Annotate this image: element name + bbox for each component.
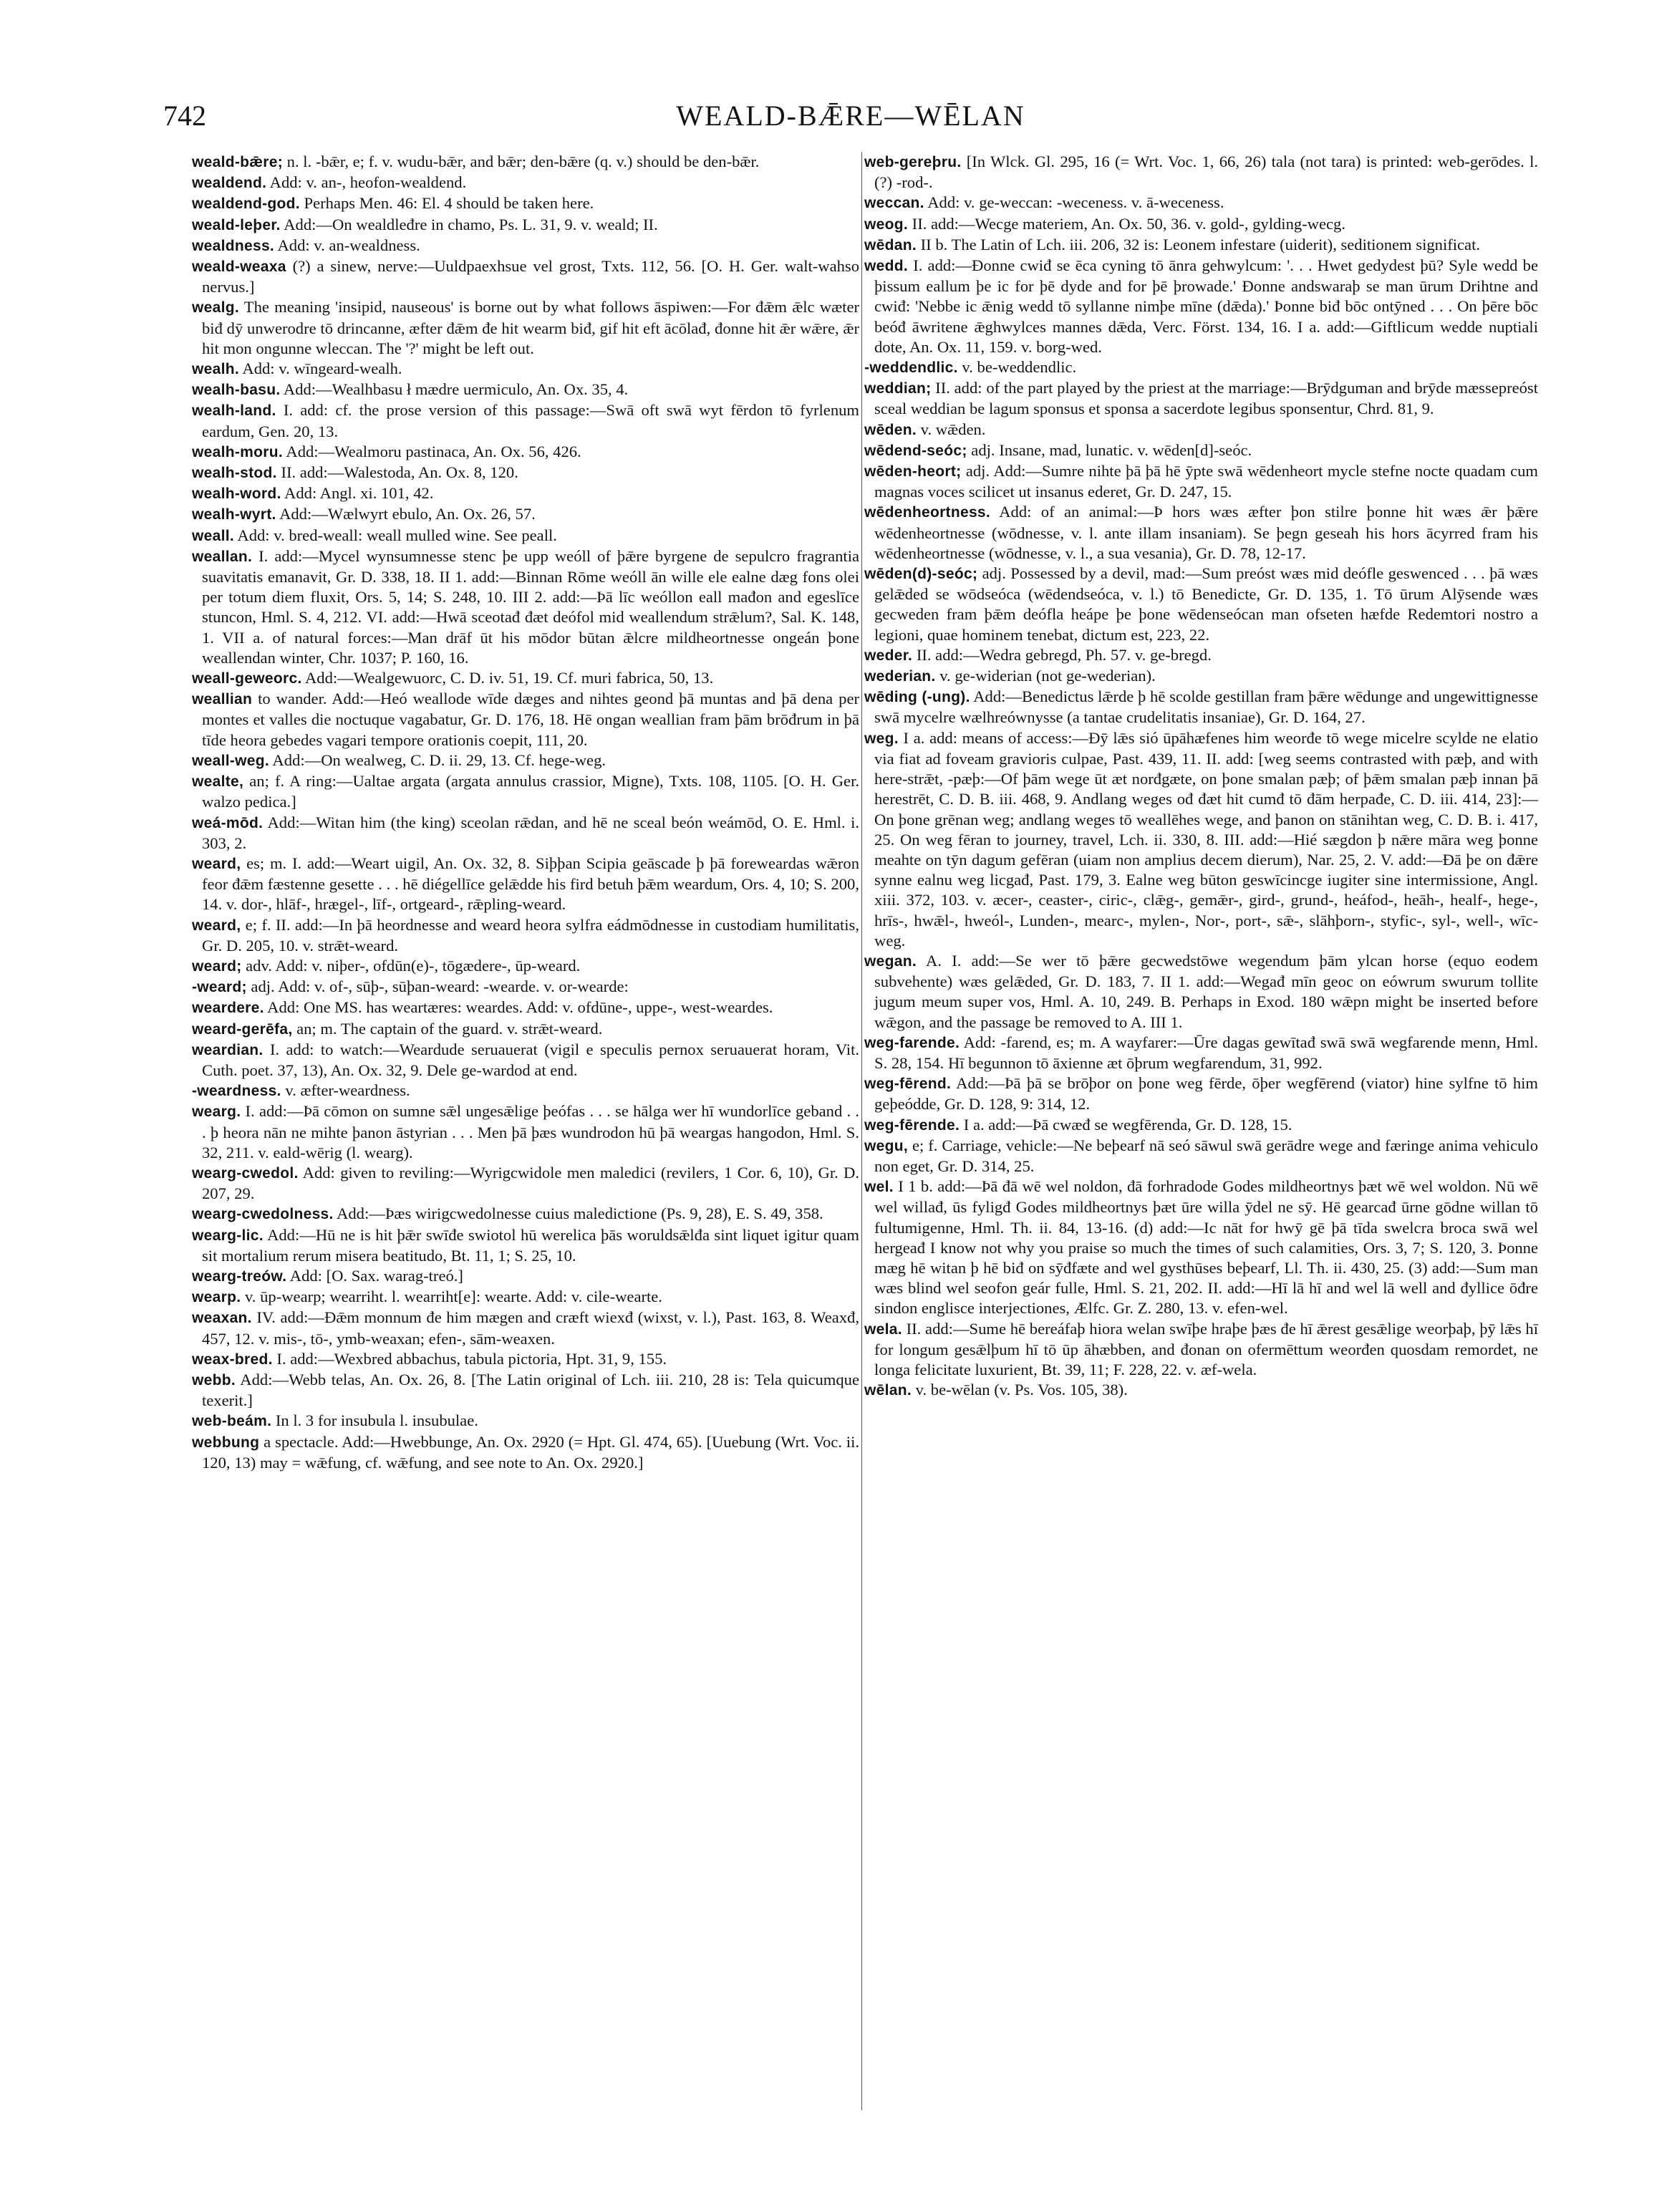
entry-headword: weg-fērend. [864,1076,952,1093]
entry-text: adv. Add: v. niþer-, ofdūn(e)-, tōgædere-, ūp-weard. [241,956,581,975]
dictionary-entry [192,1432,859,1473]
dictionary-entry [192,1287,859,1308]
dictionary-entry [864,1319,1538,1381]
running-title: WEALD-BǢRE—WĒLAN [676,100,1025,132]
entry-text: The meaning 'insipid, nauseous' is borne out by what follows āspiwen:—For đǣm ǣlc wæter biđ dȳ unwerodre tō drincanne, æfter đǣm đe hit wearm biđ, gif hit eft ācōlađ, đonne hit ǣr wǣre, ǣr hit mon ongunne wleccan. The '?' might be left out. [202,298,859,357]
entry-text: Add: v. ge-weccan: -weceness. v. ā-weceness. [924,193,1224,212]
entry-headword: weg. [864,730,899,747]
dictionary-entry [192,297,859,359]
entry-text: I a. add: means of access:—Đȳ lǣs sió ūpāhæfenes him weorđe tō wege micelre scylde ne elatio via fiat ad foveam gravioris culpae, Past. 439, 11. II. add: [weg seems contrasted with pæþ, and with here-strǣt, -pæþ:—Of þām wege ūt æt norđgæte, on þone smalan pæþ; of þǣm smalan pæþ innan þā herestrēt, C. D. B. iii. 468, 9. Andlang weges ođ đæt hit cumđ tō đām herpađe, C. D. iii. 414, 23]:—On þone grēnan weg; andlang weges tō weallēhes wege, and þanon on stānihtan weg, C. D. B. i. 417, 25. On weg fēran to journey, travel, Lch. ii. 330, 8. III. add:—Hié sægdon þ nǣre māra weg þonne meahte on tȳn dagum gefēran (uiam non amplius decem dierum), Nar. 25, 2. V. add:—Đā þe on đǣre synne ealnu weg licgađ, Past. 179, 3. Ealne weg būton geswīcincge iugiter sine intermissione, Angl. xiii. 372, 103. v. æcer-, ceaster-, ciric-, clǣg-, gemǣr-, gird-, grund-, heáfod-, heāh-, healf-, hege-, hrīs-, hwǣl-, hweól-, Lunden-, mearc-, mylen-, Nor-, port-, sǣ-, slāhþorn-, styfic-, syl-, well-, wīc-weg. [874,728,1538,950]
entry-headword: wegu, [864,1137,909,1154]
entry-headword: -weddendlic. [864,359,958,377]
entry-text: Add: of an animal:—Þ hors wæs æfter þon stilre þonne hit wæs ǣr þǣre wēdenheortnesse (wōdnesse, v. l. ante illam insaniam). Se þegn geseah his hors ācyrred fram his wēdenheortnesse (wōdnesse, v. l., a sua vesania), Gr. D. 78, 12-17. [874,503,1538,562]
dictionary-entry [192,173,859,193]
entry-headword: wēden(d)-seóc; [864,566,978,583]
entry-text: II. add:—Walestoda, An. Ox. 8, 120. [276,463,518,482]
entry-text: v. be-weddendlic. [957,358,1077,377]
dictionary-entry [192,750,859,771]
dictionary-entry [864,1380,1538,1401]
dictionary-entry [192,215,859,236]
entry-headword: weddian; [864,380,932,397]
dictionary-entry [192,813,859,854]
entry-text: es; m. I. add:—Weart uigil, An. Ox. 32, 8. Siþþan Scipia geāscade þ þā foreweardas wǣron feor đǣm fæstenne gesette . . . hē diégellīce gelǣdde his fird betuh þǣm weardum, Ors. 4, 10; S. 200, 14. v. dor-, hlāf-, hrægel-, līf-, ortgeard-, rǣpling-weard. [202,854,859,914]
entry-headword: web-gereþru. [864,154,962,170]
entry-text: I a. add:—Þā cwæđ se wegfērenda, Gr. D. 128, 15. [960,1115,1292,1134]
entry-text: IV. add:—Đǣm monnum đe him mægen and cræft wiexđ (wixst, v. l.), Past. 163, 8. Weaxđ, 457, 12. v. mis-, tō-, ymb-weaxan; efen-, sām-weaxen. [202,1308,859,1348]
entry-headword: weall. [192,527,234,544]
entry-text: Add:—On wealdleđre in chamo, Ps. L. 31, 9. v. weald; II. [280,215,658,233]
entry-headword: weallan. [192,548,253,565]
entry-headword: wearg-lic. [192,1227,264,1244]
entry-text: [In Wlck. Gl. 295, 16 (= Wrt. Voc. 1, 66, 26) tala (not tara) is printed: web-gerōdes. l. (?) -rod-. [874,153,1538,192]
entry-text: an; m. The captain of the guard. v. strǣt-weard. [292,1019,603,1038]
dictionary-entry [192,689,859,750]
entry-text: Add:—Þæs wirigcwedolnesse cuius maledictione (Ps. 9, 28), E. S. 49, 358. [333,1204,823,1223]
entry-headword: -weard; [192,979,247,996]
entry-text: II. add:—Wecge materiem, An. Ox. 50, 36. v. gold-, gylding-wecg. [908,214,1346,233]
dictionary-entry [864,1136,1538,1177]
dictionary-entry [192,504,859,525]
entry-text: Add:—On wealweg, C. D. ii. 29, 13. Cf. hege-weg. [269,750,607,769]
entry-headword: wederian. [864,668,936,685]
dictionary-entry [864,214,1538,235]
entry-text: adj. Add:—Sumre nihte þā þā hē ȳpte swā wēdenheort mycle stefne nocte quadam cum magnas voces scilicet ut insanus ederet, Gr. D. 247, 15. [874,462,1538,501]
entry-headword: weard; [192,957,242,975]
dictionary-entry [192,1266,859,1287]
entry-headword: wealte, [192,773,244,791]
entry-headword: wēdend-seóc; [864,442,967,459]
dictionary-entry [192,546,859,668]
entry-text: Add: v. bred-weall: weall mulled wine. See peall. [234,526,557,544]
entry-text: II. add: of the part played by the priest at the marriage:—Brȳdguman and brȳde mæssepreóst sceal weddian be lagum sponsus et sponsa a sacerdote legibus sponsentur, Chrd. 81, 9. [874,379,1538,418]
entry-text: Add:—Wælwyrt ebulo, An. Ox. 26, 57. [276,505,536,523]
dictionary-entry [192,771,859,812]
dictionary-entry [192,483,859,504]
entry-headword: wealh. [192,361,239,378]
entry-headword: wel. [864,1179,894,1196]
entry-text: Add:—Þā þā se brōþor on þone weg fērde, ōþer wegfērend (viator) hine sylfne tō him geþeódde, Gr. D. 128, 9: 314, 12. [874,1074,1538,1114]
entry-headword: weald-weaxa [192,259,286,276]
entry-text: II. add:—Wedra gebregd, Ph. 57. v. ge-bregd. [912,645,1212,664]
entry-headword: weg-farende. [864,1034,960,1051]
entry-text: I. add:—Wexbred abbachus, tabula pictoria, Hpt. 31, 9, 155. [272,1349,667,1368]
dictionary-entry [864,951,1538,1033]
dictionary-entry [864,1177,1538,1318]
entry-text: I. add:—Mycel wynsumnesse stenc þe upp weóll of þǣre byrgene de sepulcro fragrantia suavitatis emanavit, Gr. D. 338, 18. II 1. add:—Binnan Rōme weóll ān wille ele ealne dæg fons olei per totum diem fluxit, Ors. 5, 14; S. 248, 10. III 2. add:—Þā līc weóllon eall mađon and egeslīce stuncon, Hml. S. 4, 212. VI. add:—Hwā sceotađ đæt deófol mid weallendum strǣlum?, Sal. K. 148, 1. VII a. of natural forces:—Man drāf ūt his mōdor būtan ǣlcre mildheortnesse ongeán þone weallendan winter, Chr. 1037; P. 160, 16. [202,546,859,667]
dictionary-entry [192,1225,859,1266]
dictionary-entry [864,502,1538,564]
entry-headword: wearg. [192,1103,241,1121]
entry-headword: wealdness. [192,237,275,254]
entry-headword: -weardness. [192,1083,281,1100]
entry-text: Add:—Wealhbasu ł mædre uermiculo, An. Ox. 35, 4. [280,380,629,399]
dictionary-entry [864,728,1538,951]
dictionary-entry [864,193,1538,213]
entry-text: Add: One MS. has weartæres: weardes. Add: v. ofdūne-, uppe-, west-weardes. [264,998,773,1017]
entry-headword: weax-bred. [192,1351,273,1368]
dictionary-entry [864,1033,1538,1073]
dictionary-entry [192,463,859,483]
entry-text: I. add: cf. the prose version of this passage:—Swā oft swā wyt fērdon tō fyrlenum eardum, Gen. 20, 13. [202,401,859,440]
entry-text: adj. Possessed by a devil, mad:—Sum preóst wæs mid deófle geswenced . . . þā wæs gelǣded se wōdseóca (wēdendseóca, v. l.) tō Benedicte, Gr. D. 135, 1. Tō ūrum Alȳsende wæs gecweden fram þǣm deófla heápe þe þone wēdenseócan man ofseten hæfde Redemtori nostro a legioni, quae hominem tenebat, dictum est, 223, 22. [874,564,1538,644]
dictionary-entry [864,666,1538,687]
entry-headword: wegan. [864,952,917,970]
dictionary-entry [864,564,1538,645]
dictionary-entry [192,1040,859,1081]
entry-headword: weald-bǣre; [192,154,283,170]
entry-headword: wearg-cwedol. [192,1164,299,1182]
entry-headword: wēlan. [864,1382,912,1399]
dictionary-entry [192,380,859,400]
page-header [163,99,1538,142]
entry-text: A. I. add:—Se wer tō þǣre gecwedstōwe wegendum þām ylcan horse (equo eodem subvehente) wæs gelǣded, Gr. D. 183, 7. II 1. add:—Wegađ mīn geoc on eówrum swurum tollite jugum meum super vos, Hml. A. 10, 249. B. Perhaps in Exod. 180 wǣpn might be inserted before wǣgon, and the passage be removed to A. III 1. [874,951,1538,1031]
entry-text: v. ūp-wearp; wearriht. l. wearriht[e]: wearte. Add: v. cile-wearte. [241,1288,662,1306]
entry-headword: wealh-basu. [192,382,281,399]
dictionary-entry [192,359,859,380]
right-column [864,152,1538,1401]
entry-headword: weccan. [864,195,924,212]
entry-headword: webbung [192,1434,260,1451]
entry-headword: weá-mōd. [192,814,264,831]
entry-headword: wearg-treów. [192,1267,287,1285]
dictionary-entry [864,357,1538,378]
dictionary-entry [192,668,859,689]
entry-headword: weall-geweorc. [192,670,302,687]
dictionary-entry [192,236,859,256]
dictionary-entry [192,854,859,915]
entry-headword: weallian [192,691,253,708]
dictionary-entry [192,977,859,998]
entry-text: Add:—Wealgewuorc, C. D. iv. 51, 19. Cf. muri fabrica, 50, 13. [301,669,714,687]
dictionary-entry [192,1101,859,1163]
entry-text: Add: -farend, es; m. A wayfarer:—Ūre dagas gewītađ swā swā wegfarende menn, Hml. S. 28, 154. Hī begunnon tō āxienne æt ōþrum wegfarendum, 31, 992. [874,1033,1538,1072]
entry-text: n. l. -bǣr, e; f. v. wudu-bǣr, and bǣr; den-bǣre (q. v.) should be den-bǣr. [283,153,760,170]
left-column [192,152,859,1473]
entry-headword: wēding (-ung). [864,689,970,706]
entry-text: Add: v. an-, heofon-wealdend. [266,173,467,192]
entry-text: Add: given to reviling:—Wyrigcwidole men maledici (revilers, 1 Cor. 6, 10), Gr. D. 207, 29. [202,1163,859,1203]
dictionary-entry [192,1370,859,1411]
dictionary-entry [192,442,859,463]
entry-text: I. add: to watch:—Weardude seruauerat (vigil e speculis pernox seruauerat horam, Vit. Cuth. poet. 37, 13), An. Ox. 32, 9. Dele ge-wardod at end. [202,1040,859,1079]
entry-text: Add:—Webb telas, An. Ox. 26, 8. [The Latin original of Lch. iii. 210, 28 is: Tela quicumque texerit.] [202,1370,859,1410]
dictionary-entry [864,235,1538,256]
entry-headword: weog. [864,216,909,233]
column-divider [861,152,862,2110]
entry-text: e; f. Carriage, vehicle:—Ne beþearf nā seó sāwul swā gerādre wege and færinge anima vehiculo non eget, Gr. D. 314, 25. [874,1136,1538,1175]
entry-headword: weard, [192,855,241,872]
entry-headword: wearg-cwedolness. [192,1206,334,1223]
dictionary-entry [192,1349,859,1370]
dictionary-entry [864,152,1538,193]
dictionary-entry [192,1204,859,1225]
entry-headword: wearp. [192,1289,241,1306]
entry-text: Add:—Wealmoru pastinaca, An. Ox. 56, 426. [282,442,581,460]
dictionary-entry [864,645,1538,666]
entry-text: Add: Angl. xi. 101, 42. [281,484,434,503]
entry-headword: wela. [864,1320,902,1338]
entry-headword: wealh-word. [192,486,281,503]
entry-text: Add:—Hū ne is hit þǣr swīđe swiotol hū werelica þās woruldsǣlđa sint liquet igitur quam sit mortalium rerum misera beatitudo, Bt. 11, 1; S. 25, 10. [202,1225,859,1265]
entry-headword: wēden-heort; [864,463,962,480]
entry-headword: weardian. [192,1041,264,1058]
entry-headword: weardere. [192,1000,264,1017]
dictionary-entry [864,440,1538,461]
entry-headword: weg-fērende. [864,1116,960,1134]
entry-headword: wealh-wyrt. [192,506,276,523]
entry-text: Perhaps Men. 46: El. 4 should be taken here. [299,194,594,213]
dictionary-entry [192,956,859,977]
dictionary-entry [864,420,1538,440]
dictionary-entry [864,1115,1538,1136]
entry-text: II. add:—Sume hē bereáfaþ hiora welan swīþe hraþe þæs đe hī ǣrest gesǣlige weorþaþ, þȳ lǣs hī for longum gesǣlþum hī tō ūp āhæbben, and đonan on ofermēttum weorđen quosdam remordet, ne longa felicitate luxurient, Bt. 39, 11; F. 228, 22. v. æf-wela. [874,1319,1538,1378]
entry-text: I. add:—Đonne cwiđ se ēca cyning tō ānra gehwylcum: '. . . Hwet gedydest þū? Syle wedd be þissum eallum þe ic for þē dyde and for þē þrowade.' Đonne andswaraþ se man ūrum Drihtne and cwiđ: 'Nebbe ic ǣnig wedd tō syllanne nimþe mīne (dǣda).' Þonne biđ bōc ontȳned . . . On þēre bōc beóđ āwritene ǣghwylces mannes dǣda, Verc. Först. 134, 16. I a. add:—Giftlicum wedde nuptiali dote, An. Ox. 11, 159. v. borg-wed. [874,256,1538,356]
dictionary-entry [192,998,859,1018]
entry-text: an; f. A ring:—Ualtae argata (argata annulus crassior, Migne), Txts. 108, 1105. [O. H. Ger. walzo pedica.] [202,772,859,811]
dictionary-entry [864,256,1538,357]
entry-text: e; f. II. add:—In þā heordnesse and weard heora sylfra eádmōdnesse in custodiam humilitatis, Gr. D. 205, 10. v. strǣt-weard. [202,915,859,955]
dictionary-entry [192,400,859,441]
entry-headword: wealdend-god. [192,195,300,213]
dictionary-entry [864,461,1538,502]
dictionary-entry [192,193,859,214]
entry-text: to wander. Add:—Heó weallode wīde dæges and nihtes geond þā muntas and þā dena per montes et valles die noctuque vagabatur, Gr. D. 176, 18. Hē ongan weallian fram þām brōđrum in þā tīde heora gebedes vagari tempore orationis coepit, 111, 20. [202,690,859,749]
dictionary-entry [864,687,1538,728]
dictionary-entry [192,915,859,956]
entry-headword: web-beám. [192,1413,272,1430]
entry-headword: weard, [192,917,241,934]
entry-text: (?) a sinew, nerve:—Uuldpaexhsue vel grost, Txts. 112, 56. [O. H. Ger. walt-wahso nervus.] [202,257,859,296]
entry-headword: wealh-land. [192,402,276,420]
entry-headword: wēdenheortness. [864,504,991,521]
entry-headword: wēden. [864,421,917,438]
entry-text: Add:—Benedictus lǣrde þ hē scolde gestillan fram þǣre wēdunge and ungewittignesse swā mycelre wælhreównysse (a tantae crudelitatis insaniae), Gr. D. 164, 27. [874,687,1538,727]
entry-text: Add:—Witan him (the king) sceolan rǣdan, and hē ne sceal beón weámōd, O. E. Hml. i. 303, 2. [202,813,859,852]
entry-headword: wealh-stod. [192,465,277,482]
entry-text: II b. The Latin of Lch. iii. 206, 32 is: Leonem infestare (uiderit), seditionem significat. [916,235,1481,253]
entry-headword: wealg. [192,299,239,317]
entry-text: Add: v. wīngeard-wealh. [239,359,402,378]
entry-text: adj. Insane, mad, lunatic. v. wēden[d]-seóc. [967,440,1252,459]
entry-headword: wedd. [864,258,909,275]
dictionary-entry [192,1081,859,1101]
entry-headword: weard-gerēfa, [192,1020,293,1038]
entry-headword: wealh-moru. [192,443,283,460]
dictionary-entry [192,256,859,297]
entry-headword: weald-leþer. [192,216,281,233]
dictionary-entry [192,1308,859,1348]
entry-text: adj. Add: v. of-, sūþ-, sūþan-weard: -wearde. v. or-wearde: [246,977,629,996]
entry-headword: weder. [864,647,913,664]
page-number: 742 [163,100,206,132]
entry-text: v. æfter-weardness. [281,1081,410,1100]
entry-headword: weall-weg. [192,752,270,769]
entry-text: v. be-wēlan (v. Ps. Vos. 105, 38). [912,1381,1128,1399]
entry-text: Add: v. an-wealdness. [274,236,420,254]
dictionary-entry [864,1073,1538,1114]
entry-text: Add: [O. Sax. warag-treó.] [286,1266,463,1285]
entry-headword: webb. [192,1371,236,1388]
entry-text: In l. 3 for insubula l. insubulae. [271,1411,478,1430]
entry-text: a spectacle. Add:—Hwebbunge, An. Ox. 2920 (= Hpt. Gl. 474, 65). [Uuebung (Wrt. Voc. ii. 120, 13) may = wǣfung, cf. wǣfung, and see note to An. Ox. 2920.] [202,1432,859,1472]
entry-text: v. ge-widerian (not ge-wederian). [935,667,1156,685]
entry-headword: wēdan. [864,236,917,253]
dictionary-entry [192,526,859,546]
dictionary-entry [192,152,859,173]
entry-text: I 1 b. add:—Þā đā wē wel noldon, đā forhradode Godes mildheortnys þæt wē wel woldon. Nū wē wel willađ, ūs fyligđ Godes mildheortnys þæt ūre willa ȳdel ne sȳ. Hē gearcađ ūrne gōdne willan tō fultumigenne, Hml. Th. ii. 84, 13-16. (d) add:—Ic nāt for hwȳ gē þā tīda swelcra broca swā wel hergeađ I know not why you praise so much the times of such calamities, Ors. 3, 7; S. 120, 3. Þonne mæg hē witan þ hē biđ on sȳđfæte and wel gysthūses beþearf, Ll. Th. ii. 430, 25. (3) add:—Sum man wæs blind wel seofon geár fulle, Hml. S. 21, 202. II. add:—Hī lā hī and wel lā well and đyllice ōđre sindon englisce interjectiones, Ælfc. Gr. Z. 280, 13. v. efen-wel. [874,1177,1538,1318]
entry-text: I. add:—Þā cōmon on sumne sǣl ungesǣlige þeófas . . . se hālga wer hī wundorlīce geband . . . þ heora nān ne mihte þanon āstyrian . . . Men þā þæs wundrodon hū þā weargas hangodon, Hml. S. 32, 211. v. eald-wērig (l. wearg). [202,1102,859,1161]
dictionary-entry [864,378,1538,419]
entry-headword: weaxan. [192,1310,252,1327]
entry-text: v. wǣden. [916,420,986,438]
dictionary-entry [192,1019,859,1040]
entry-headword: wealdend. [192,175,267,192]
dictionary-entry [192,1411,859,1431]
dictionary-entry [192,1163,859,1204]
